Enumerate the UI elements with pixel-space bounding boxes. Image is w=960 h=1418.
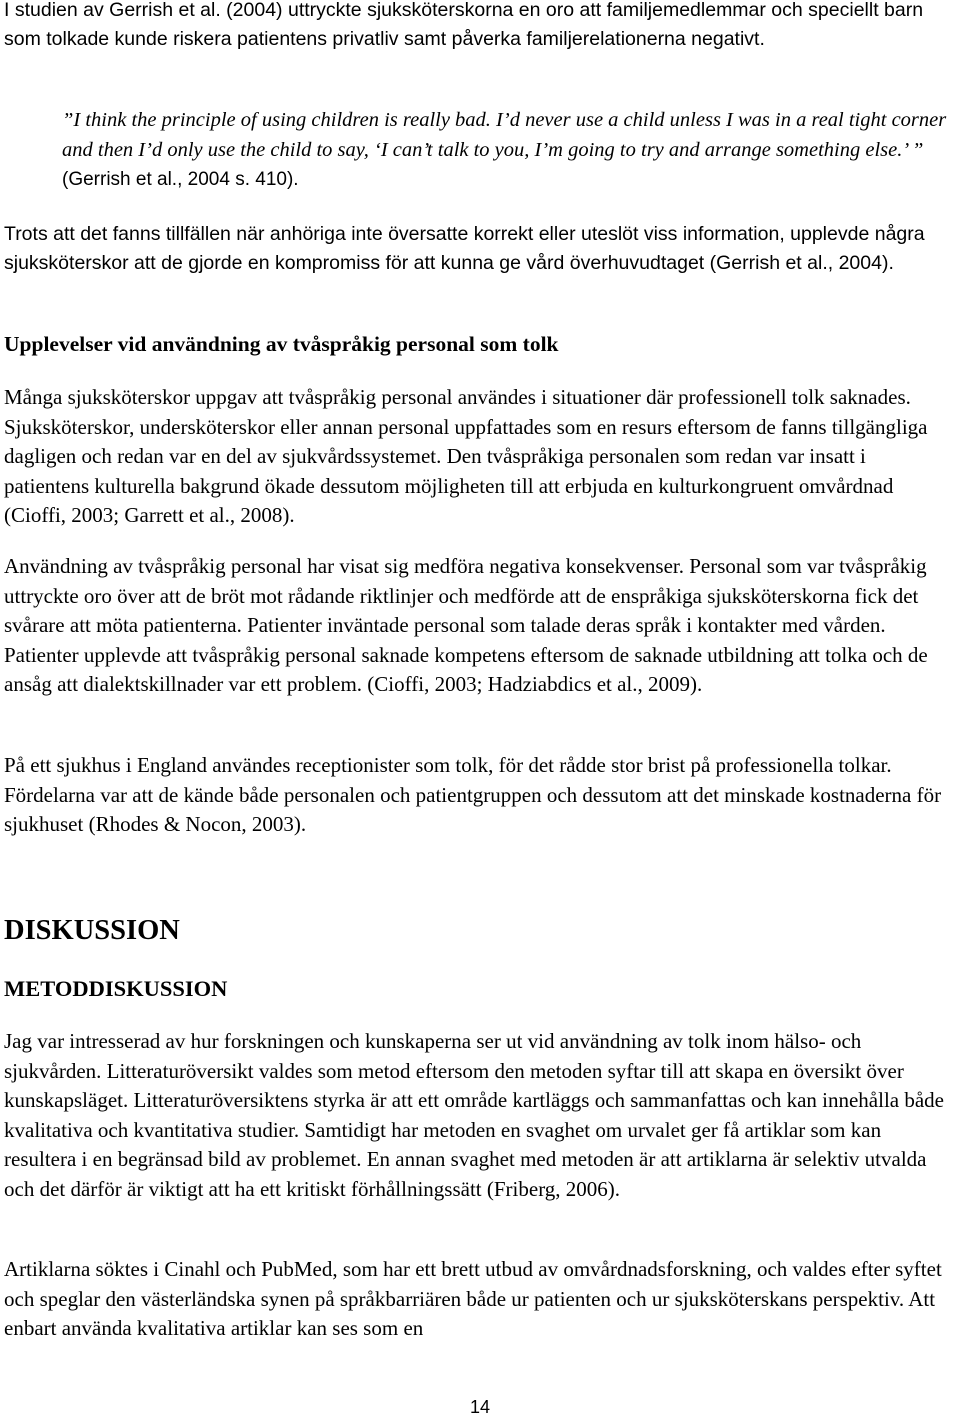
page-number: 14 <box>469 1397 491 1417</box>
paragraph-jag-var: Jag var intresserad av hur forskningen och kunskaperna ser ut vid användning av tolk inom hälso- och sjukvården. Litteraturöversikt valdes som metod eftersom den metoden syftar till att skapa en översikt över kunskapsläget. Litteraturöversiktens styrka är att ett område kartläggs och sammanfattas och kan innehålla både kvalitativa och kvantitativa studier. Samtidigt har metoden en svaghet om urvalet ger få artiklar som kan resultera i en begränsad bild av problemet. En annan svaghet med metoden är att artiklarna är selektiv utvalda och det därför är viktigt att ha ett kritiskt förhållningssätt (Friberg, 2006). <box>4 1029 945 1201</box>
paragraph-trots: Trots att det fanns tillfällen när anhöriga inte översatte korrekt eller uteslöt viss information, upplevde några sjuksköterskor att de gjorde en kompromiss för att kunna ge vård överhuvudtaget (Gerrish et al., 2004). <box>4 223 925 274</box>
heading-diskussion: DISKUSSION <box>4 915 180 946</box>
paragraph-gerrish-summary: I studien av Gerrish et al. (2004) uttryckte sjuksköterskorna en oro att familjemedlemmar och speciellt barn som tolkade kunde riskera patientens privatliv samt påverka familjerelationerna negativt. <box>4 0 924 50</box>
quote-citation: (Gerrish et al., 2004 s. 410). <box>62 169 299 191</box>
quote-text: ”I think the principle of using children is really bad. I’d never use a child unless I was in a real tight corner and then I’d only use the child to say, ‘I can’t talk to you, I’m going to try and arrange something else.’ ” <box>62 109 947 161</box>
paragraph-artiklarna: Artiklarna söktes i Cinahl och PubMed, som har ett brett utbud av omvårdnadsforskning, och valdes efter syftet och speglar den västerländska synen på språkbarriären både ur patienten och ur sjuksköterskans perspektiv. Att enbart använda kvalitativa artiklar kan ses som en <box>4 1257 942 1341</box>
heading-metoddiskussion: METODDISKUSSION <box>4 976 228 1001</box>
heading-upplevelser: Upplevelser vid användning av tvåspråkig personal som tolk <box>4 332 559 356</box>
paragraph-england: På ett sjukhus i England användes receptionister som tolk, för det rådde stor brist på professionella tolkar. Fördelarna var att de kände både personalen och patientgruppen och dessutom att det minskade kostnaderna för sjukhuset (Rhodes & Nocon, 2003). <box>4 753 942 837</box>
paragraph-manga: Många sjuksköterskor uppgav att tvåspråkig personal användes i situationer där professionell tolk saknades. Sjuksköterskor, undersköterskor eller annan personal uppfattades som en resurs eftersom de fanns tillgängliga dagligen och redan var en del av sjukvårdssystemet. Den tvåspråkiga personalen som redan var insatt i patientens kulturella bakgrund ökade dessutom möjligheten till att erbjuda en kulturkongruent omvårdnad (Cioffi, 2003; Garrett et al., 2008). <box>4 385 928 528</box>
quote-block <box>62 106 958 195</box>
paragraph-anvandning: Användning av tvåspråkig personal har visat sig medföra negativa konsekvenser. Personal som var tvåspråkig uttryckte oro över att de bröt mot rådande riktlinjer och medförde att de enspråkiga sjuksköterskorna fick det svårare att möta patienterna. Patienter inväntade personal som talade deras språk i kontakter med vården. Patienter upplevde att tvåspråkig personal saknade kompetens eftersom de saknade utbildning att tolka och de ansåg att dialektskillnader var ett problem. (Cioffi, 2003; Hadziabdics et al., 2009). <box>4 554 928 697</box>
